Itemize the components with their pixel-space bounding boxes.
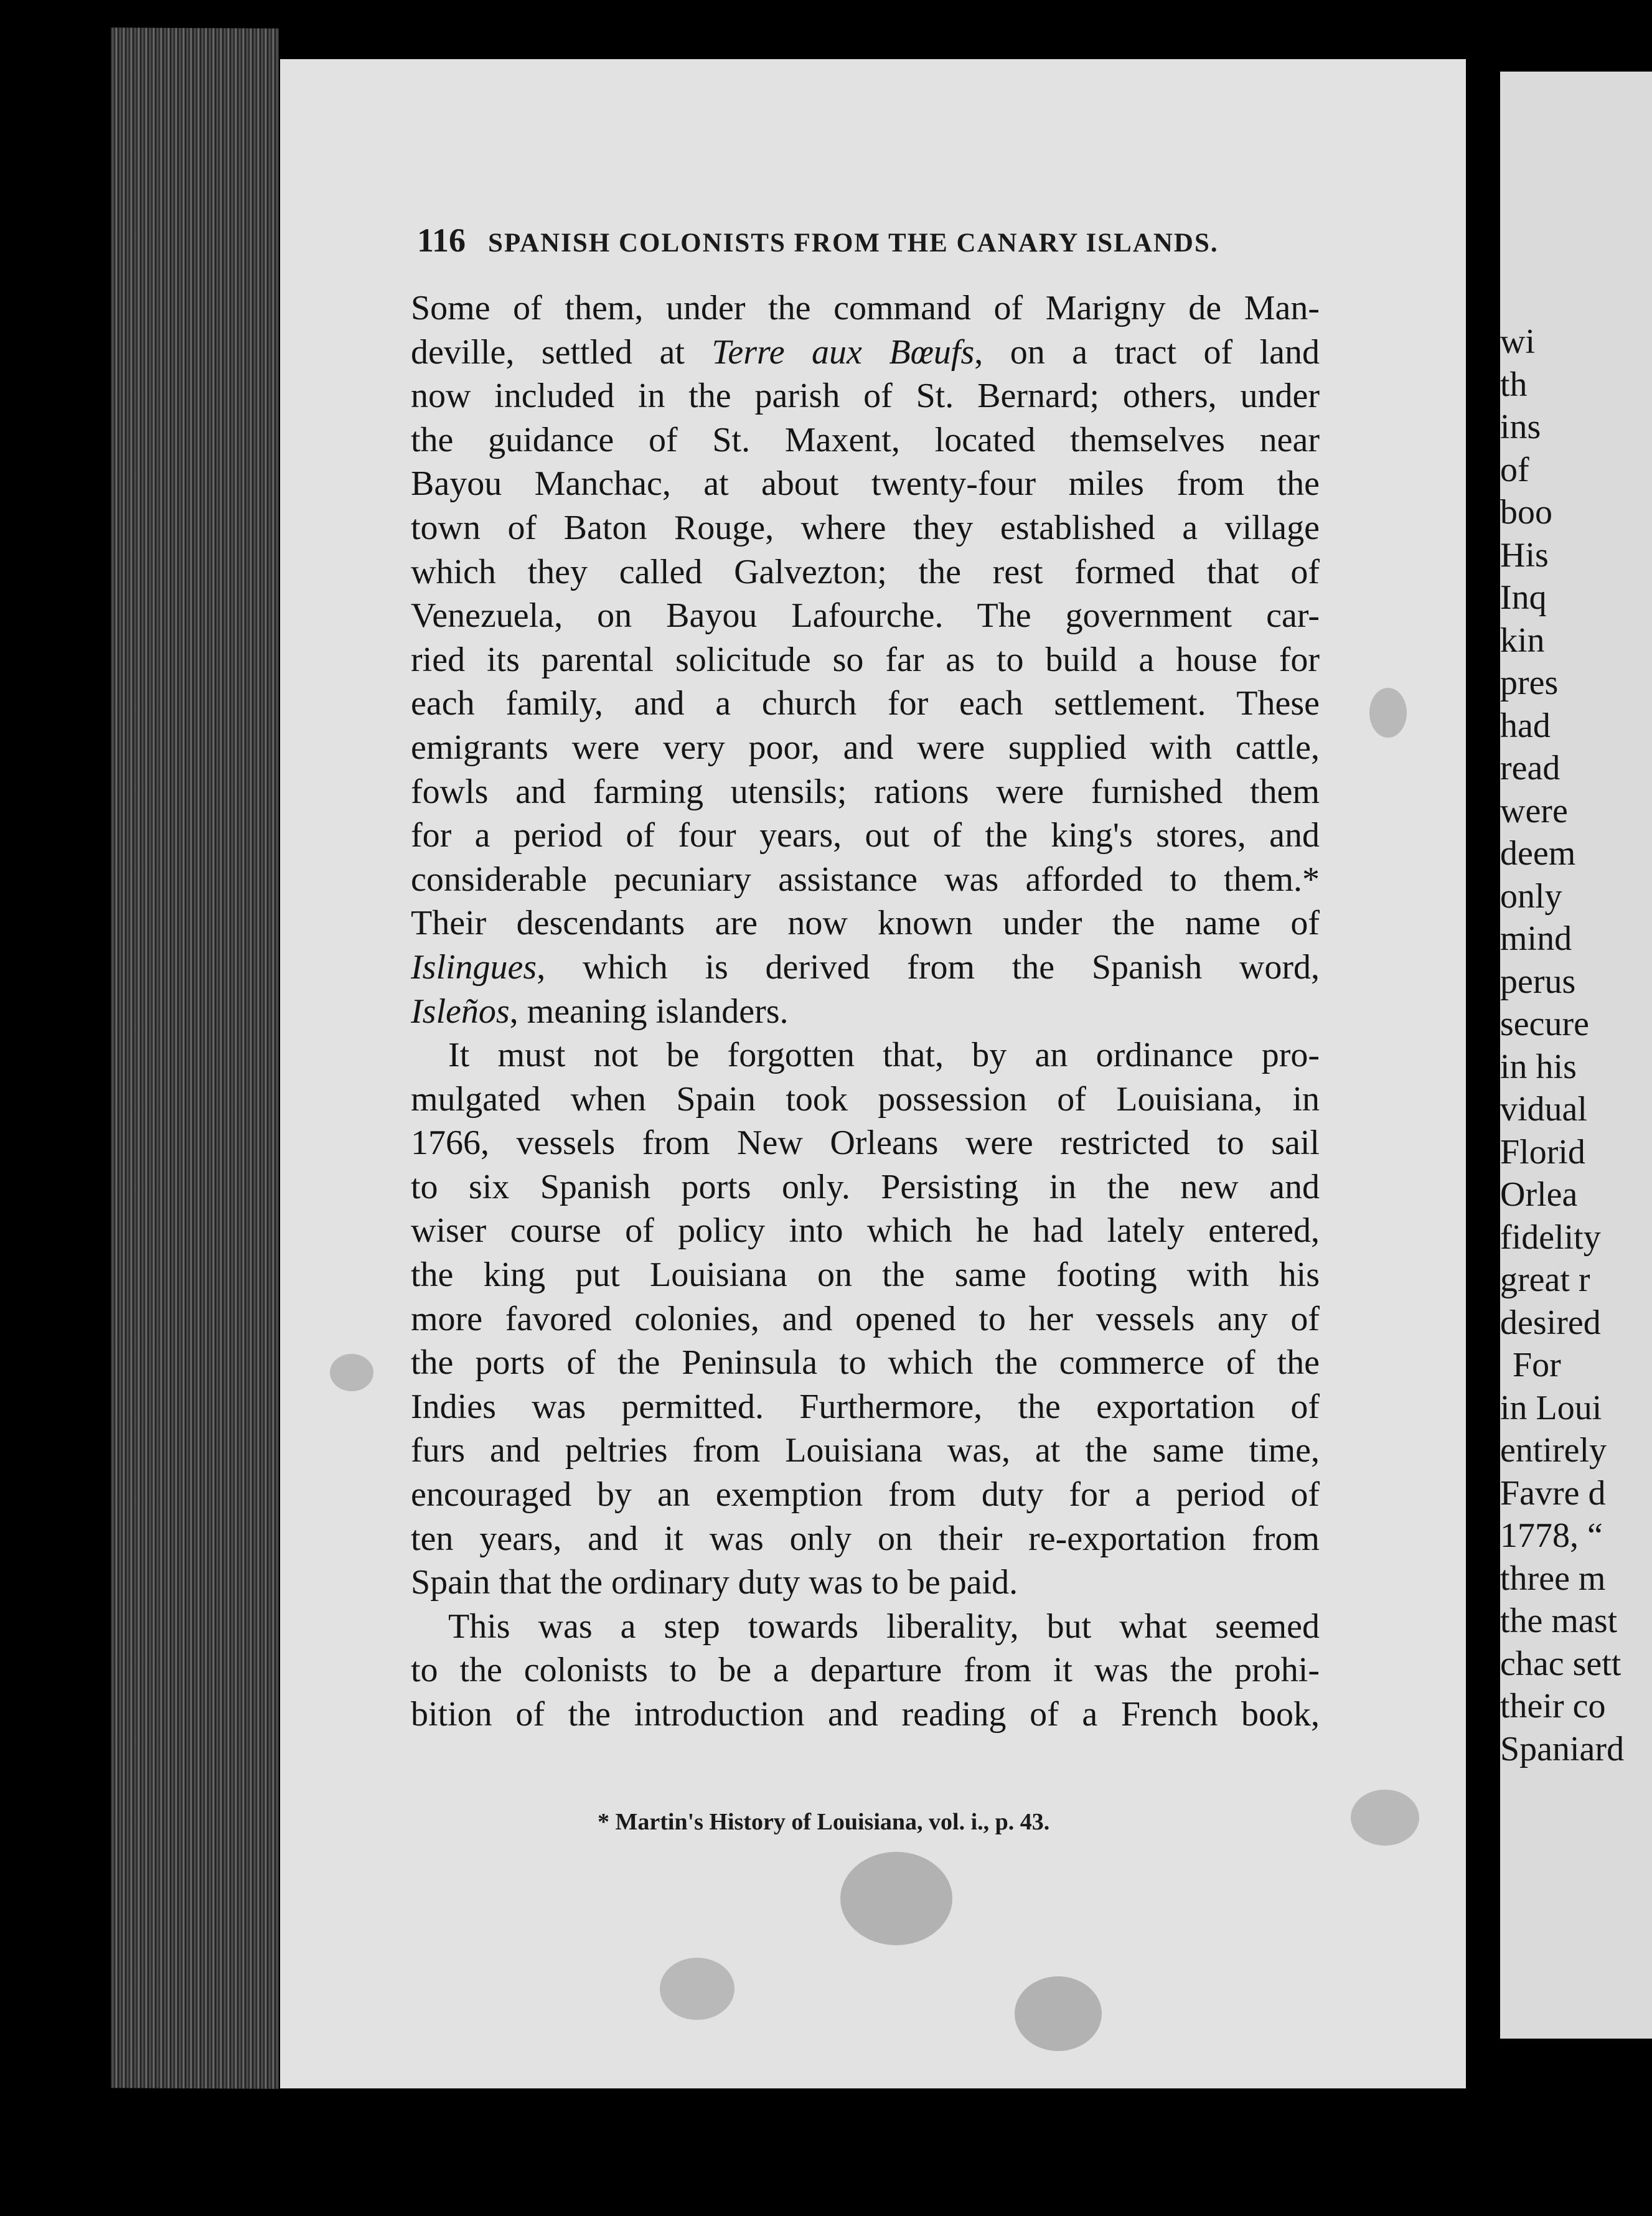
right-page-line: Florid: [1500, 1132, 1585, 1171]
text-line: ried its parental solicitude so far as to build a house for: [411, 640, 1320, 679]
right-page-line: only: [1500, 876, 1562, 916]
foxing-spot: [330, 1354, 373, 1391]
book-gutter: [1466, 37, 1500, 2092]
text-line: deville, settled at Terre aux Bœufs, on a tract of land: [411, 332, 1320, 372]
text-line: the ports of the Peninsula to which the commerce of the: [411, 1343, 1320, 1383]
right-page-line: chac sett: [1500, 1644, 1621, 1683]
right-page-line: were: [1500, 791, 1568, 830]
text-line: Indies was permitted. Furthermore, the exportation of: [411, 1387, 1320, 1426]
text-line: now included in the parish of St. Bernard; others, under: [411, 377, 1320, 416]
right-page-line: boo: [1500, 493, 1552, 532]
page-number: 116: [417, 222, 466, 259]
right-page-line: of: [1500, 450, 1529, 489]
right-page-line: three m: [1500, 1559, 1606, 1598]
text-line: the guidance of St. Maxent, located themselves near: [411, 420, 1320, 459]
right-page-line: great r: [1500, 1261, 1590, 1299]
text-line: encouraged by an exemption from duty for a period of: [411, 1475, 1320, 1514]
right-page-line: their co: [1500, 1687, 1606, 1725]
text-line: ten years, and it was only on their re-exportation from: [411, 1519, 1320, 1558]
right-page-line: had: [1500, 706, 1551, 745]
text-line: Isleños, meaning islanders.: [411, 992, 789, 1031]
text-line: Some of them, under the command of Marigny de Man-: [411, 289, 1320, 327]
text-line: to six Spanish ports only. Persisting in the new and: [411, 1167, 1320, 1206]
book-page-edges: [111, 27, 279, 2088]
text-line: which they called Galvezton; the rest formed that of: [411, 552, 1320, 591]
text-line: bition of the introduction and reading of a French book,: [411, 1695, 1320, 1734]
right-page-line: read: [1500, 749, 1560, 787]
text-line: It must not be forgotten that, by an ordinance pro-: [448, 1036, 1320, 1075]
right-page-text: [1500, 321, 1652, 1770]
right-page-line: His: [1500, 535, 1549, 575]
right-page-line: For: [1513, 1346, 1561, 1384]
text-line: the king put Louisiana on the same footing with his: [411, 1256, 1320, 1295]
body-text: [411, 286, 1320, 1737]
right-page-line: wi: [1500, 322, 1535, 361]
text-line: Islingues, which is derived from the Spanish word,: [411, 947, 1320, 987]
text-line: more favored colonies, and opened to her vessels any of: [411, 1299, 1320, 1338]
right-page-line: entirely: [1500, 1431, 1607, 1470]
running-title: SPANISH COLONISTS FROM THE CANARY ISLANDS.: [488, 228, 1219, 258]
text-line: 1766, vessels from New Orleans were restricted to sail: [411, 1124, 1320, 1163]
text-line: Bayou Manchac, at about twenty-four miles from the: [411, 464, 1320, 504]
right-page-line: fidelity: [1500, 1218, 1601, 1257]
right-page-line: Favre d: [1500, 1473, 1606, 1513]
right-page-line: secure: [1500, 1005, 1590, 1043]
right-page-line: deem: [1500, 834, 1576, 873]
text-line: town of Baton Rouge, where they established a village: [411, 508, 1320, 547]
italic-term: Terre aux Bœufs: [711, 332, 975, 372]
foxing-spot: [1351, 1790, 1419, 1846]
right-page-line: mind: [1500, 919, 1572, 958]
text-line: Their descendants are now known under the name of: [411, 904, 1320, 943]
italic-term: Islingues: [411, 947, 537, 987]
right-page-line: Inq: [1500, 578, 1547, 617]
text-line: wiser course of policy into which he had lately entered,: [411, 1211, 1320, 1251]
right-page-line: in his: [1500, 1047, 1577, 1086]
right-page-line: Orlea: [1500, 1175, 1578, 1214]
right-page: [1500, 72, 1652, 2039]
text-line: Venezuela, on Bayou Lafourche. The government car-: [411, 596, 1320, 636]
foxing-spot: [660, 1958, 734, 2020]
footnote: * Martin's History of Louisiana, vol. i., p. 43.: [598, 1809, 1050, 1835]
right-page-line: pres: [1500, 664, 1559, 702]
text-line: to the colonists to be a departure from it was the prohi-: [411, 1651, 1320, 1690]
text-line: emigrants were very poor, and were supplied with cattle,: [411, 728, 1320, 767]
right-page-line: the mast: [1500, 1602, 1618, 1640]
right-page-line: Spaniard: [1500, 1729, 1625, 1768]
text-line: considerable pecuniary assistance was afforded to them.*: [411, 860, 1320, 899]
text-line: This was a step towards liberality, but what seemed: [448, 1607, 1320, 1646]
right-page-line: 1778, “: [1500, 1516, 1603, 1555]
right-page-line: desired: [1500, 1303, 1601, 1342]
text-line: fowls and farming utensils; rations were furnished them: [411, 772, 1320, 811]
foxing-spot: [1369, 688, 1407, 738]
text-line: furs and peltries from Louisiana was, at the same time,: [411, 1431, 1320, 1470]
right-page-line: ins: [1500, 408, 1541, 446]
right-page-line: vidual: [1500, 1090, 1587, 1129]
right-page-line: th: [1500, 365, 1528, 404]
running-header: [417, 221, 1388, 260]
text-line: each family, and a church for each settlement. These: [411, 684, 1320, 723]
right-page-line: perus: [1500, 962, 1576, 1001]
italic-term: Isleños: [411, 992, 510, 1031]
text-line: mulgated when Spain took possession of Louisiana, in: [411, 1079, 1320, 1119]
right-page-line: kin: [1500, 621, 1545, 660]
right-page-line: in Loui: [1500, 1388, 1602, 1427]
text-line: Spain that the ordinary duty was to be paid.: [411, 1563, 1018, 1602]
text-line: for a period of four years, out of the king's stores, and: [411, 816, 1320, 855]
